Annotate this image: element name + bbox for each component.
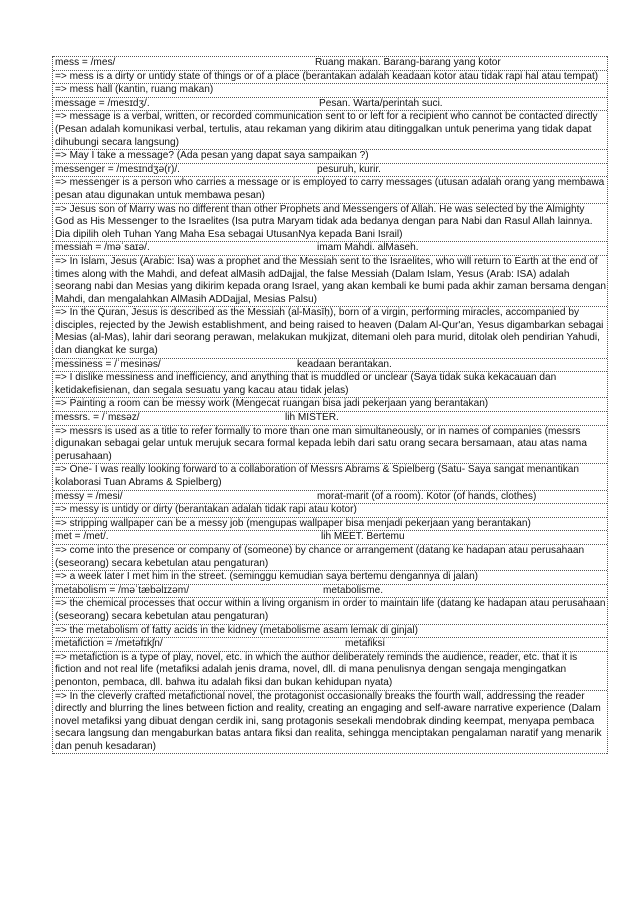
- entry-metabolism: [53, 584, 607, 637]
- translation: Ruang makan. Barang-barang yang kotor: [315, 57, 501, 68]
- example-line: => In the Quran, Jesus is described as the Messiah (al-Masīḥ), born of a virgin, performing miracles, accompanied by disciples, rejected by the Jewish establishment, and being raised to heaven (Dalam Al-Qur'an, Yesus digambarkan sebagai Mesias (al-Mas), lahir dari seorang perawan, melakukan mukjizat, ditemani oleh para murid, ditolak oleh pendirian Yahudi, dan diangkat ke surga): [55, 307, 604, 357]
- definition-line: => I dislike messiness and inefficiency, and anything that is muddled or unclear (Saya tidak suka kekacauan dan ketidakefisienan, dan segala sesuatu yang kacau atau tidak jelas): [53, 372, 607, 398]
- definition-line: => come into the presence or company of (someone) by chance or arrangement (datang ke hadapan atau perusahaan (seseorang) secara kebetulan atau pengaturan): [53, 545, 607, 571]
- example-line: => Painting a room can be messy work (Mengecat ruangan bisa jadi pekerjaan yang berantakan): [55, 398, 489, 410]
- definition-line: => In Islam, Jesus (Arabic: Isa) was a prophet and the Messiah sent to the Israelites, who will return to Earth at the end of times along with the Mahdi, and defeat alMasih adDajjal, the false Messiah (Dalam Islam, Yesus (Arab: ISA) adalah seorang nabi dan Mesias yang dikirim kepada orang Israel, yang akan kembali ke bumi pada akhir zaman bersama dengan Mahdi, dan mengalahkan AlMasih ADDajjal, Mesias Palsu): [53, 256, 607, 307]
- example-line: => Jesus son of Marry was no different than other Prophets and Messengers of Allah. He was selected by the Almighty God as His Messenger to the Israelites (Isa putra Maryam tidak ada bedanya dengan para Nabi dan Rasul Allah lainnya. Dia dipilih oleh Tuhan Yang Maha Esa sebagai UtusanNya kepada Bani Israil): [55, 203, 593, 240]
- definition-line: => metafiction is a type of play, novel, etc. in which the author deliberately reminds the audience, reader, etc. that it is fiction and not real life (metafiksi adalah jenis drama, novel, dll. di mana penulisnya dengan sengaja mengingatkan penonton, pembaca, dll. bahwa itu adalah fiksi dan bukan kehidupan nyata): [53, 652, 607, 691]
- entry-head-line: [53, 359, 607, 373]
- example-line: => In the cleverly crafted metafictional novel, the protagonist occasionally breaks the fourth wall, addressing the reader directly and blurring the lines between fiction and reality, creating an engaging and self-aware narrative experience (Dalam novel metafiksi yang dibuat dengan cerdik ini, sang protagonis sesekali mendobrak dinding keempat, menyapa pembaca secara langsung dan mengaburkan batas antara fiksi dan realita, sehingga menciptakan pengalaman naratif yang menarik dan penuh kesadaran): [55, 690, 602, 752]
- headword: messenger = /mesɪndʒə(r)/.: [55, 163, 180, 175]
- definition-line: => mess is a dirty or untidy state of things or of a place (berantakan adalah keadaan kotor atau tidak rapi hal atau tempat): [53, 71, 607, 85]
- headword: messrs. = /ˈmɛsəz/: [55, 412, 140, 424]
- entry-messrs: [53, 411, 607, 490]
- headword: mess = /mes/: [55, 57, 116, 68]
- entry-head-line: [53, 491, 607, 505]
- entry-messiah: [53, 241, 607, 357]
- translation: lih MISTER.: [285, 412, 339, 424]
- translation: pesuruh, kurir.: [317, 163, 381, 175]
- entry-head-line: [53, 638, 607, 652]
- example-line: => a week later I met him in the street. (seminggu kemudian saya bertemu dengannya di jalan): [55, 571, 479, 583]
- entry-mess: [53, 56, 607, 97]
- example-line: => May I take a message? (Ada pesan yang dapat saya sampaikan ?): [55, 150, 369, 162]
- headword: messiah = /məˈsaɪə/.: [55, 242, 150, 254]
- entry-head-line: [53, 412, 607, 426]
- glossary-page: [52, 56, 608, 754]
- headword: messy = /mesi/: [55, 490, 123, 502]
- definition-line: => messenger is a person who carries a message or is employed to carry messages (utusan adalah orang yang membawa pesan atau digunakan untuk membawa pesan): [53, 177, 607, 203]
- translation: lih MEET. Bertemu: [321, 531, 405, 543]
- entry-messiness: [53, 358, 607, 411]
- headword: metabolism = /məˈtæbəlɪzəm/: [55, 584, 190, 596]
- entry-met: [53, 530, 607, 583]
- headword: met = /met/.: [55, 531, 109, 543]
- definition-line: => messy is untidy or dirty (berantakan adalah tidak rapi atau kotor): [53, 504, 607, 518]
- entry-head-line: [53, 164, 607, 178]
- entry-message: [53, 97, 607, 163]
- example-line: => One- I was really looking forward to a collaboration of Messrs Abrams & Spielberg (Satu- Saya sangat menantikan kolaborasi Tuan Abrams & Spielberg): [55, 464, 580, 488]
- translation: Pesan. Warta/perintah suci.: [319, 97, 443, 109]
- entry-head-line: [53, 585, 607, 599]
- entry-head-line: [53, 57, 607, 71]
- entry-head-line: [53, 531, 607, 545]
- translation: imam Mahdi. alMaseh.: [317, 242, 419, 254]
- translation: metabolisme.: [323, 584, 384, 596]
- example-line: => stripping wallpaper can be a messy job (mengupas wallpaper bisa menjadi pekerjaan yang berantakan): [55, 517, 531, 529]
- headword: message = /mesɪdʒ/.: [55, 97, 150, 109]
- example-line: => the metabolism of fatty acids in the kidney (metabolisme asam lemak di ginjal): [55, 624, 418, 636]
- translation: metafiksi: [345, 638, 385, 650]
- entry-head-line: [53, 98, 607, 112]
- example-line: => mess hall (kantin, ruang makan): [55, 84, 214, 96]
- definition-line: => message is a verbal, written, or recorded communication sent to or left for a recipient who cannot be contacted directly (Pesan adalah komunikasi verbal, tertulis, atau rekaman yang dikirim atau ditinggalkan untuk penerima yang tidak dapat dihubungi secara langsung): [53, 111, 607, 150]
- headword: metafiction = /metəfɪkʃn/: [55, 638, 163, 650]
- translation: morat-marit (of a room). Kotor (of hands, clothes): [317, 490, 537, 502]
- headword: messiness = /ˈmesinəs/: [55, 358, 161, 370]
- entry-metafiction: [53, 637, 607, 754]
- entry-messenger: [53, 163, 607, 242]
- translation: keadaan berantakan.: [297, 358, 392, 370]
- definition-line: => the chemical processes that occur within a living organism in order to maintain life (datang ke hadapan atau perusahaan (seseorang) secara kebetulan atau pengaturan): [53, 598, 607, 624]
- entry-head-line: [53, 242, 607, 256]
- entry-messy: [53, 490, 607, 531]
- definition-line: => messrs is used as a title to refer formally to more than one man simultaneously, or in names of companies (messrs digunakan sebagai gelar untuk merujuk secara formal kepada lebih dari satu orang secara bersamaan, atau atas nama perusahaan): [53, 426, 607, 465]
